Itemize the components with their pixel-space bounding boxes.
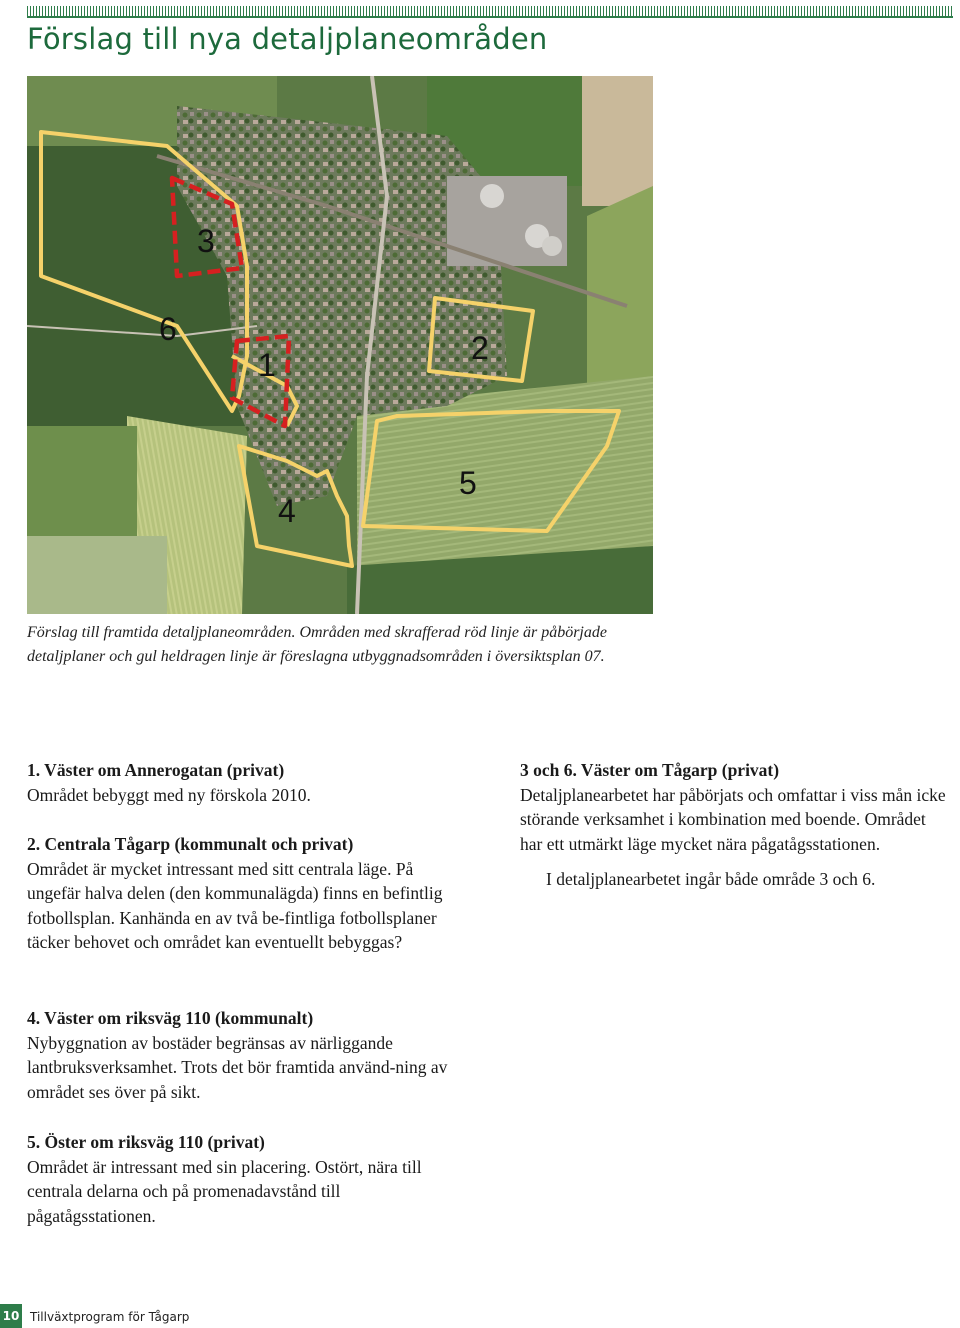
- page-title: Förslag till nya detaljplaneområden: [27, 22, 548, 56]
- section-body: Området bebyggt med ny förskola 2010.: [27, 784, 311, 805]
- section-heading: 5. Öster om riksväg 110 (privat): [27, 1132, 265, 1152]
- area-label-6: 6: [159, 311, 177, 347]
- section-body: Detaljplanearbetet har påbörjats och omfattar i viss mån icke störande verksamhet i kombination med boende. Området har ett utmärkt läge mycket nära pågatågsstationen.: [520, 784, 946, 854]
- section-2: [27, 832, 447, 955]
- aerial-map: [27, 76, 653, 614]
- silo: [542, 236, 562, 256]
- section-heading: 4. Väster om riksväg 110 (kommunalt): [27, 1008, 314, 1028]
- section-5: [27, 1130, 472, 1228]
- section-body: Området är mycket intressant med sitt centrala läge. På ungefär halva delen (den kommunalägda) finns en befintlig fotbollsplan. Kanhända en av två be-fintliga fotbollsplaner täcker behovet och området kan eventuellt bebyggas?: [27, 858, 443, 952]
- header-rule: [27, 16, 953, 18]
- section-heading: 2. Centrala Tågarp (kommunalt och privat): [27, 834, 354, 854]
- section-1: [27, 758, 477, 807]
- area-label-1: 1: [258, 347, 276, 383]
- field: [582, 76, 653, 206]
- section-3-6: [520, 758, 950, 892]
- section-body: Nybyggnation av bostäder begränsas av närliggande lantbruksverksamhet. Trots det bör framtida använd-ning av området ses över på sikt.: [27, 1032, 448, 1102]
- page-number: 10: [0, 1304, 22, 1328]
- area-label-3: 3: [197, 223, 215, 259]
- area-label-2: 2: [471, 330, 489, 366]
- publication-title: Tillväxtprogram för Tågarp: [30, 1310, 190, 1324]
- area-label-5: 5: [459, 465, 477, 501]
- map-caption: Förslag till framtida detaljplaneområden. Områden med skrafferad röd linje är påbörjade detaljplaner och gul heldragen linje är föreslagna utbyggnadsområden i översiktsplan 07.: [27, 624, 607, 665]
- section-heading: 3 och 6. Väster om Tågarp (privat): [520, 760, 780, 780]
- field: [27, 536, 167, 614]
- area-label-4: 4: [278, 493, 296, 529]
- section-heading: 1. Väster om Annerogatan (privat): [27, 760, 285, 780]
- section-4: [27, 1006, 467, 1104]
- section-note: I detaljplanearbetet ingår både område 3 och 6.: [546, 869, 876, 889]
- silo: [480, 184, 504, 208]
- header-rule-pattern: [27, 6, 953, 16]
- section-body: Området är intressant med sin placering. Ostört, nära till centrala delarna och på promenadavstånd till pågatågsstationen.: [27, 1156, 422, 1226]
